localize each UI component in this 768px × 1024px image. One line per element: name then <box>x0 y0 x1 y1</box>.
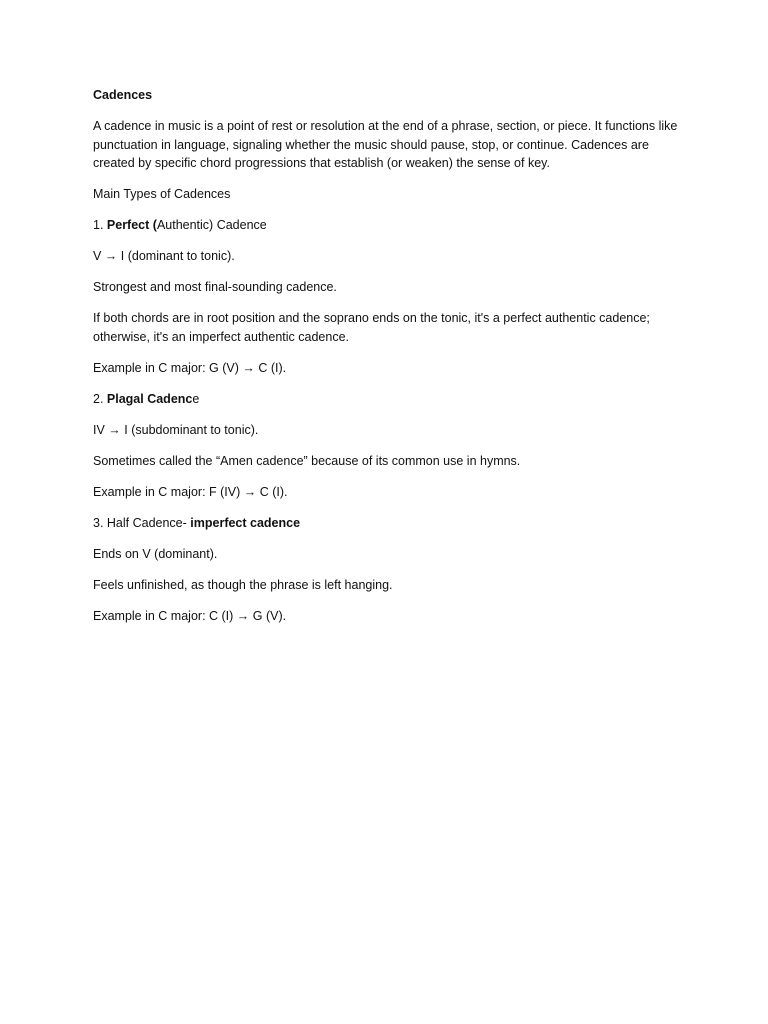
document-page <box>93 86 683 638</box>
perfect-cadence-heading <box>93 216 683 235</box>
perfect-description: Strongest and most final-sounding cadence. <box>93 280 337 294</box>
perfect-number: 1. <box>93 218 107 232</box>
perfect-example: Example in C major: G (V) → C (I). <box>93 360 287 375</box>
plagal-number: 2. <box>93 391 107 406</box>
document-title: Cadences <box>93 88 153 102</box>
plagal-bold: Plagal Cadenc <box>106 391 193 406</box>
half-prefix: 3. Half Cadence- <box>93 515 191 530</box>
perfect-detail: If both chords are in root position and the soprano ends on the tonic, it's a perfect authentic cadence; otherwise, it's an imperfect authentic cadence. <box>93 311 650 344</box>
perfect-formula: V → I (dominant to tonic). <box>93 249 235 263</box>
intro-paragraph: A cadence in music is a point of rest or resolution at the end of a phrase, section, or piece. It functions like punctuation in language, signaling whether the music should pause, stop, or continue. Cadences are created by specific chord progressions that establish (or weaken) the sense of key. <box>93 119 678 170</box>
plagal-example: Example in C major: F (IV) → C (I). <box>93 484 288 499</box>
main-types-heading: Main Types of Cadences <box>93 187 231 201</box>
half-bold: imperfect cadence <box>190 515 301 530</box>
perfect-rest: Authentic) Cadence <box>156 218 267 232</box>
half-formula: Ends on V (dominant). <box>93 546 218 561</box>
half-cadence-heading <box>93 514 683 533</box>
plagal-formula: IV → I (subdominant to tonic). <box>93 422 259 437</box>
half-example: Example in C major: C (I) → G (V). <box>93 608 287 623</box>
plagal-rest: e <box>192 391 200 406</box>
plagal-cadence-heading <box>93 390 683 409</box>
plagal-description: Sometimes called the “Amen cadence” because of its common use in hymns. <box>93 453 521 468</box>
perfect-bold: Perfect ( <box>106 218 157 232</box>
half-description: Feels unfinished, as though the phrase is left hanging. <box>93 577 393 592</box>
